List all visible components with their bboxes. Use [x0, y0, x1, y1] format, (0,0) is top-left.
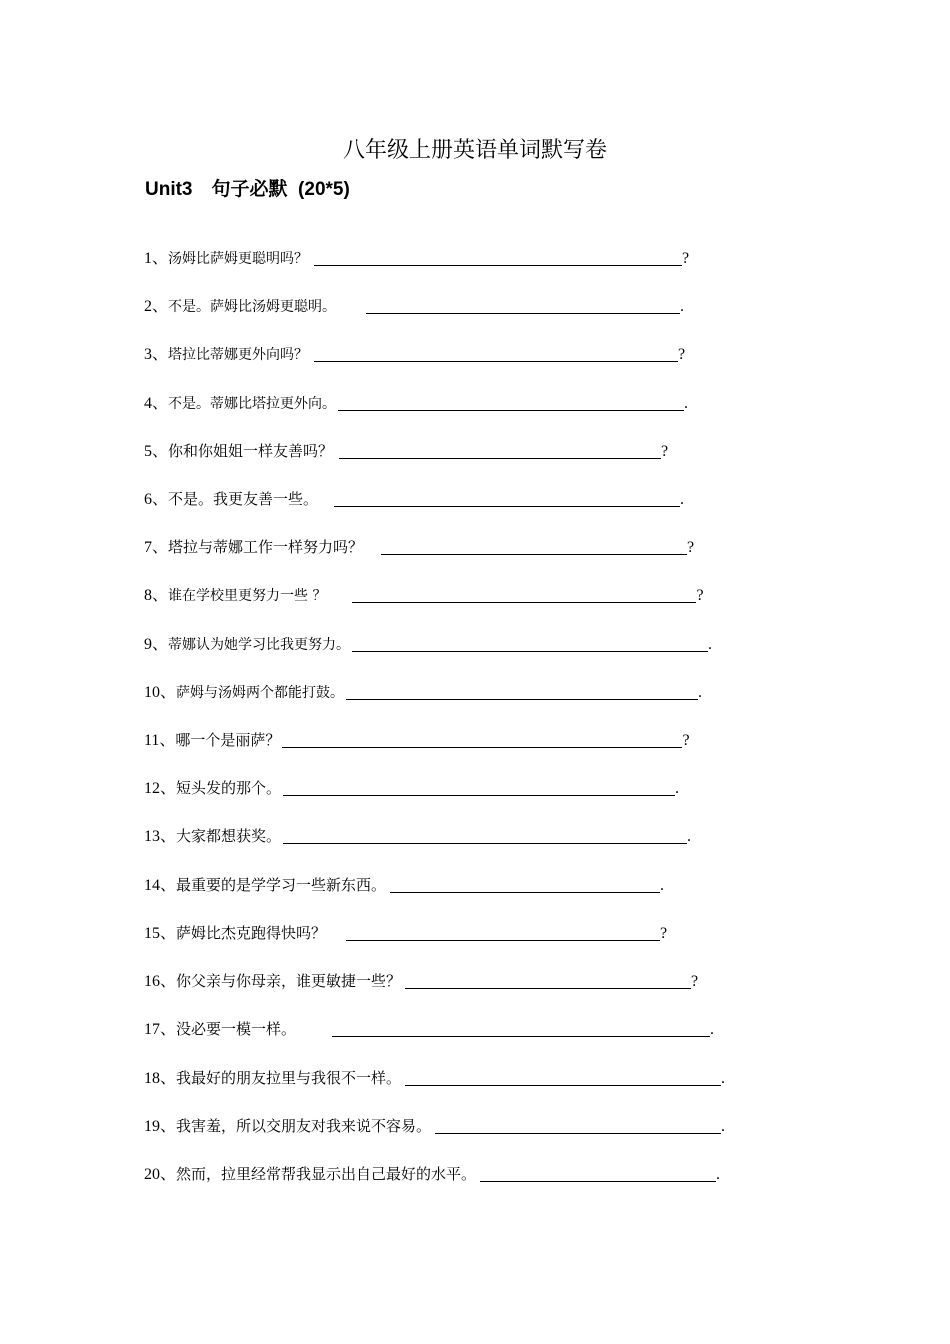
question-number: 11、	[144, 732, 176, 749]
end-mark: ?	[660, 925, 668, 942]
question-text: 你父亲与你母亲，谁更敏捷一些？	[176, 972, 402, 990]
question-number: 16、	[144, 973, 177, 990]
question-number: 13、	[144, 828, 177, 845]
answer-blank[interactable]	[352, 584, 696, 603]
question-text: 塔拉与蒂娜工作一样努力吗？	[168, 538, 364, 556]
question-6	[144, 484, 684, 514]
question-text: 蒂娜认为她学习比我更努力。	[168, 637, 351, 653]
question-text: 不是。我更友善一些。	[168, 490, 319, 508]
question-number: 20、	[144, 1166, 177, 1183]
end-mark: ?	[691, 973, 699, 990]
question-12	[144, 773, 679, 803]
end-mark: .	[680, 491, 685, 508]
end-mark: .	[660, 877, 665, 894]
end-mark: .	[708, 636, 713, 653]
question-text: 大家都想获奖。	[176, 827, 282, 845]
end-mark: ?	[682, 732, 690, 749]
question-7	[144, 532, 694, 562]
question-text: 汤姆比萨姆更聪明吗？	[168, 251, 309, 267]
question-number: 15、	[144, 925, 177, 942]
question-text: 塔拉比蒂娜更外向吗？	[168, 347, 309, 363]
end-mark: .	[710, 1021, 715, 1038]
question-text: 你和你姐姐一样友善吗？	[168, 442, 334, 460]
answer-blank[interactable]	[314, 247, 682, 266]
question-text: 没必要一模一样。	[176, 1020, 297, 1038]
question-5	[144, 436, 668, 466]
question-number: 9、	[144, 636, 169, 653]
question-13	[144, 821, 691, 851]
answer-blank[interactable]	[390, 874, 660, 893]
question-number: 1、	[144, 250, 169, 267]
question-text: 我害羞，所以交朋友对我来说不容易。	[176, 1117, 432, 1135]
end-mark: .	[675, 780, 680, 797]
question-14	[144, 870, 664, 900]
question-number: 6、	[144, 491, 169, 508]
answer-blank[interactable]	[405, 970, 691, 989]
answer-blank[interactable]	[283, 825, 687, 844]
answer-blank[interactable]	[332, 1018, 710, 1037]
question-text: 最重要的是学学习一些新东西。	[176, 876, 387, 894]
question-number: 14、	[144, 877, 177, 894]
end-mark: .	[716, 1166, 721, 1183]
end-mark: .	[721, 1118, 726, 1135]
question-text: 然而，拉里经常帮我显示出自己最好的水平。	[176, 1165, 477, 1183]
question-number: 2、	[144, 298, 169, 315]
question-text: 短头发的那个。	[176, 779, 282, 797]
answer-blank[interactable]	[405, 1067, 721, 1086]
question-number: 10、	[144, 684, 177, 701]
answer-blank[interactable]	[346, 922, 660, 941]
section-title: Unit3 句子必默 (20*5)	[145, 179, 350, 200]
question-text: 我最好的朋友拉里与我很不一样。	[176, 1069, 402, 1087]
answer-blank[interactable]	[352, 633, 708, 652]
answer-blank[interactable]	[338, 392, 684, 411]
question-number: 3、	[144, 346, 169, 363]
answer-blank[interactable]	[346, 681, 698, 700]
end-mark: .	[698, 684, 703, 701]
question-number: 8、	[144, 587, 169, 604]
answer-blank[interactable]	[381, 536, 687, 555]
question-number: 7、	[144, 539, 169, 556]
question-4	[144, 388, 688, 418]
question-2	[144, 291, 684, 321]
end-mark: ?	[682, 250, 690, 267]
question-3	[144, 339, 685, 369]
end-mark: .	[687, 828, 692, 845]
question-15	[144, 918, 667, 948]
question-number: 17、	[144, 1021, 177, 1038]
question-number: 18、	[144, 1070, 177, 1087]
question-18	[144, 1063, 725, 1093]
question-text: 哪一个是丽萨？	[175, 731, 281, 749]
answer-blank[interactable]	[366, 295, 680, 314]
end-mark: .	[684, 395, 689, 412]
answer-blank[interactable]	[283, 777, 675, 796]
end-mark: .	[680, 298, 685, 315]
end-mark: ?	[661, 443, 669, 460]
question-text: 萨姆比杰克跑得快吗？	[176, 924, 327, 942]
question-11	[144, 725, 690, 755]
answer-blank[interactable]	[282, 729, 682, 748]
answer-blank[interactable]	[435, 1115, 721, 1134]
end-mark: ?	[678, 346, 686, 363]
question-1	[144, 243, 689, 273]
end-mark: ?	[696, 587, 704, 604]
question-17	[144, 1014, 714, 1044]
answer-blank[interactable]	[339, 440, 661, 459]
page-title: 八年级上册英语单词默写卷	[342, 138, 607, 163]
end-mark: .	[721, 1070, 726, 1087]
question-9	[144, 629, 712, 659]
question-text: 萨姆与汤姆两个都能打鼓。	[176, 685, 345, 701]
question-10	[144, 677, 702, 707]
question-number: 5、	[144, 443, 169, 460]
answer-blank[interactable]	[480, 1163, 716, 1182]
end-mark: ?	[687, 539, 695, 556]
question-text: 不是。蒂娜比塔拉更外向。	[168, 396, 337, 412]
question-number: 4、	[144, 395, 169, 412]
question-8	[144, 580, 704, 610]
answer-blank[interactable]	[314, 343, 678, 362]
question-19	[144, 1111, 725, 1141]
question-16	[144, 966, 698, 996]
question-number: 12、	[144, 780, 177, 797]
question-text: 谁在学校里更努力一些 ？	[168, 588, 327, 604]
question-text: 不是。萨姆比汤姆更聪明。	[168, 299, 337, 315]
question-number: 19、	[144, 1118, 177, 1135]
question-20	[144, 1159, 720, 1189]
answer-blank[interactable]	[334, 488, 680, 507]
